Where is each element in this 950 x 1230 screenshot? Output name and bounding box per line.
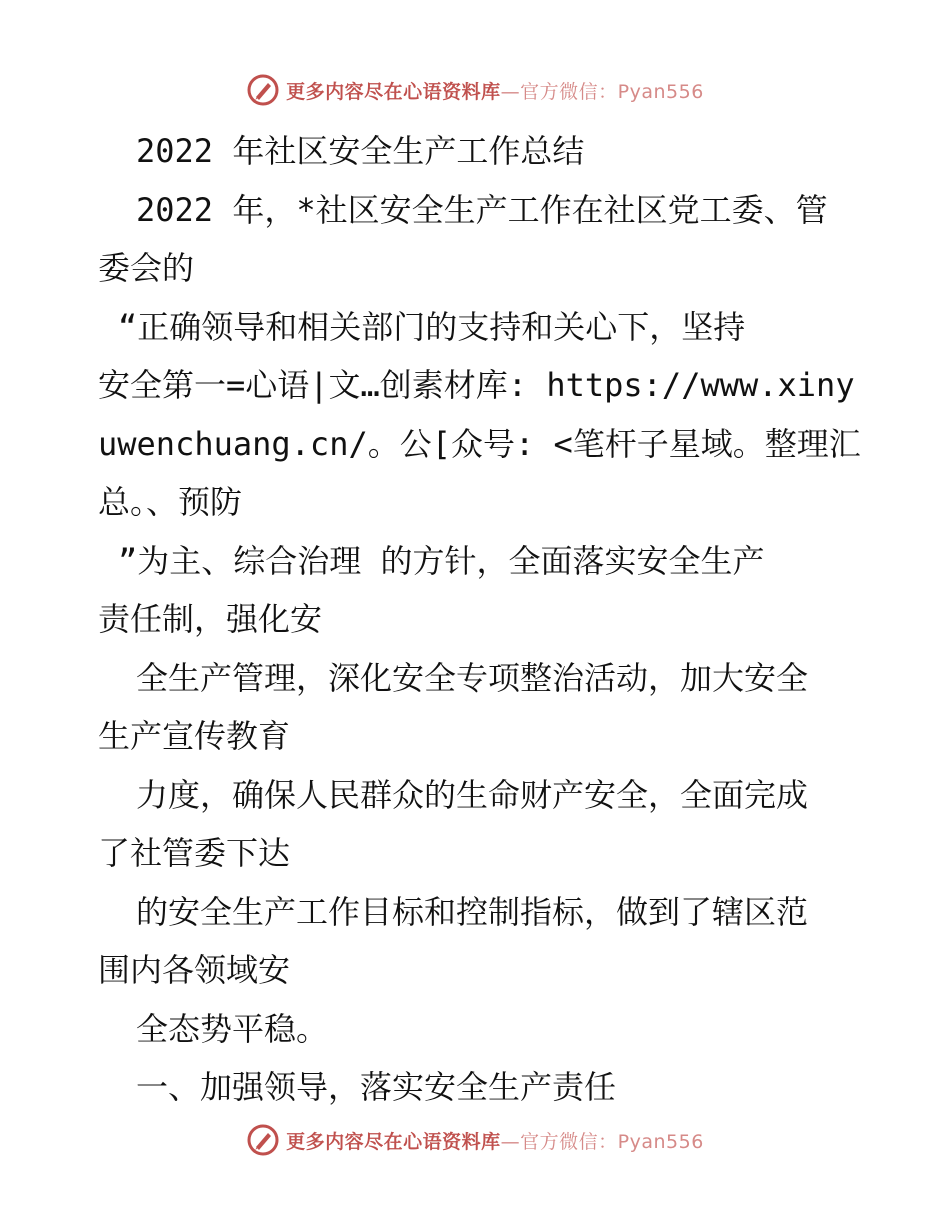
section-heading: 一、加强领导，落实安全生产责任 <box>136 1068 617 1106</box>
paragraph-line: “正确领导和相关部门的支持和关心下，坚持 <box>118 307 746 346</box>
banner-tail-text: —官方微信：Pyan556 <box>500 80 704 103</box>
paragraph-line: 全态势平稳。 <box>136 1009 329 1048</box>
document-title: 2022 年社区安全生产工作总结 <box>136 132 585 170</box>
header-banner <box>0 70 950 110</box>
footer-banner <box>0 1120 950 1160</box>
banner-tail-text: —官方微信：Pyan556 <box>500 1130 704 1153</box>
banner-text <box>286 1127 704 1154</box>
banner-lead-text: 更多内容尽在心语资料库 <box>286 80 501 103</box>
banner-text <box>286 77 704 104</box>
paragraph-line: 委会的 <box>98 249 195 287</box>
paragraph-line: 全生产管理，深化安全专项整治活动，加大安全 <box>136 658 809 697</box>
paragraph-line: ”为主、综合治理 的方针，全面落实安全生产 <box>118 541 765 580</box>
paragraph-line: 了社管委下达 <box>98 834 291 872</box>
paragraph-line: 生产宣传教育 <box>98 717 291 755</box>
pen-seal-icon <box>246 73 280 107</box>
paragraph-line: 力度，确保人民群众的生命财产安全，全面完成 <box>136 775 809 814</box>
paragraph-line: 总。、预防 <box>98 483 243 521</box>
paragraph-line: uwenchuang.cn/。公[众号: <笔杆子星域。整理汇 <box>98 424 861 463</box>
paragraph-line: 的安全生产工作目标和控制指标，做到了辖区范 <box>136 892 809 931</box>
pen-seal-icon <box>246 1123 280 1157</box>
banner-lead-text: 更多内容尽在心语资料库 <box>286 1130 501 1153</box>
paragraph-line: 2022 年，*社区安全生产工作在社区党工委、管 <box>136 190 828 229</box>
paragraph-line: 责任制，强化安 <box>98 600 323 638</box>
paragraph-line: 安全第一=心语|文…创素材库: https://www.xiny <box>98 366 855 404</box>
paragraph-line: 围内各领域安 <box>98 951 291 989</box>
document-body <box>98 122 861 1117</box>
